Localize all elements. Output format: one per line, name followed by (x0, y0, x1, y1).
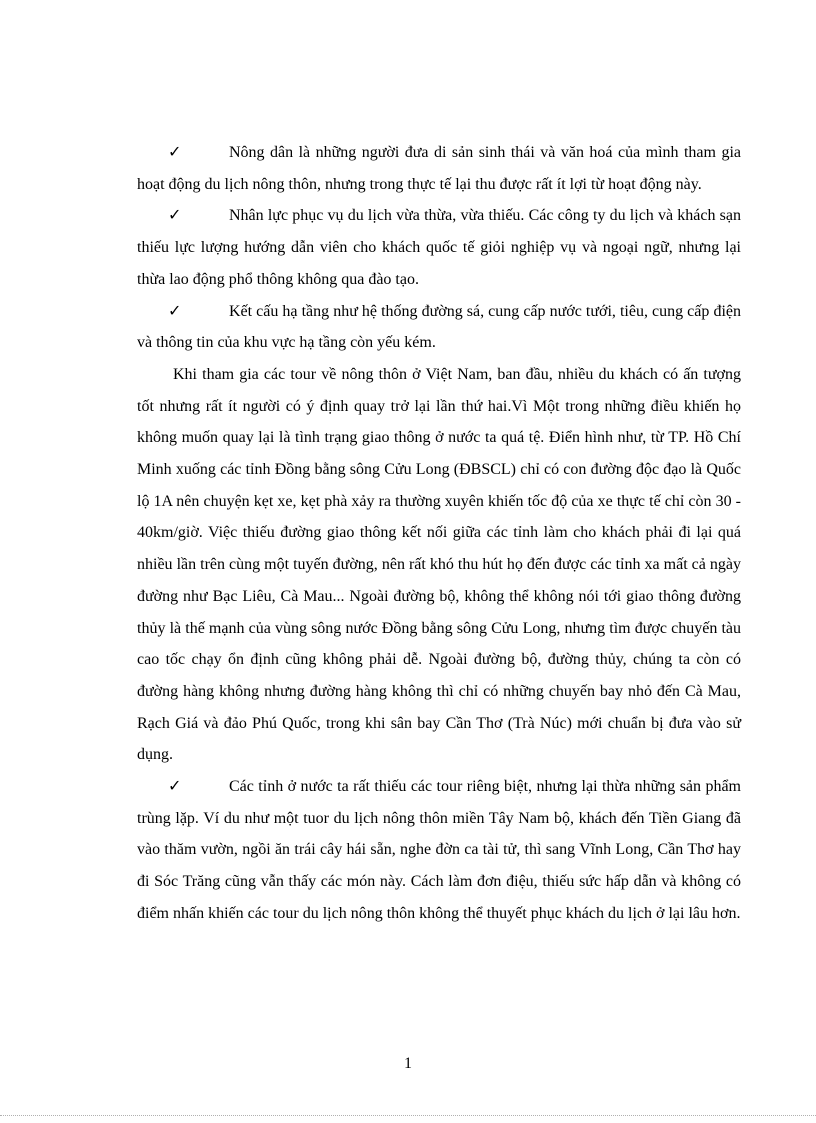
checkmark-icon: ✓ (168, 144, 182, 161)
page-bottom-divider (0, 1115, 816, 1116)
body-paragraph: Khi tham gia các tour về nông thôn ở Việt Nam, ban đầu, nhiều du khách có ấn tượng tốt nhưng rất ít người có ý định quay trở lại lần thứ hai.Vì Một trong những điều khiến họ không muốn quay lại là tình trạng giao thông ở nước ta quá tệ. Điển hình như, từ TP. Hồ Chí Minh xuống các tỉnh Đồng bằng sông Cửu Long (ĐBSCL) chỉ có con đường độc đạo là Quốc lộ 1A nên chuyện kẹt xe, kẹt phà xảy ra thường xuyên khiến tốc độ của xe thực tế chỉ còn 30 - 40km/giờ. Việc thiếu đường giao thông kết nối giữa các tỉnh làm cho khách phải đi lại quá nhiều lần trên cùng một tuyến đường, nên rất khó thu hút họ đến được các tỉnh xa mất cả ngày đường như Bạc Liêu, Cà Mau... Ngoài đường bộ, không thể không nói tới giao thông đường thủy là thế mạnh của vùng sông nước Đồng bằng sông Cửu Long, nhưng tìm được chuyến tàu cao tốc chạy ổn định cũng không phải dễ. Ngoài đường bộ, đường thủy, chúng ta còn có đường hàng không nhưng đường hàng không thì chỉ có những chuyến bay nhỏ đến Cà Mau, Rạch Giá và đảo Phú Quốc, trong khi sân bay Cần Thơ (Trà Núc) mới chuẩn bị đưa vào sử dụng. (137, 365, 741, 764)
paragraph-text: Nông dân là những người đưa di sản sinh thái và văn hoá của mình tham gia hoạt động du lịch nông thôn, nhưng trong thực tế lại thu được rất ít lợi từ hoạt động này. (137, 144, 741, 193)
bullet-paragraph-2 (137, 200, 741, 295)
checkmark-icon: ✓ (168, 207, 182, 225)
paragraph-text: Kết cấu hạ tầng như hệ thống đường sá, cung cấp nước tưới, tiêu, cung cấp điện và thông tin của khu vực hạ tầng còn yếu kém. (137, 302, 741, 352)
paragraph-text: Nhân lực phục vụ du lịch vừa thừa, vừa thiếu. Các công ty du lịch và khách sạn thiếu lực lượng hướng dẫn viên cho khách quốc tế giỏi nghiệp vụ và ngoại ngữ, nhưng lại thừa lao động phổ thông không qua đào tạo. (137, 207, 741, 288)
checkmark-icon: ✓ (168, 302, 182, 320)
page-number: 1 (404, 1055, 412, 1072)
paragraph-text: Các tỉnh ở nước ta rất thiếu các tour riêng biệt, nhưng lại thừa những sản phẩm trùng lặp. Ví du như một tuor du lịch nông thôn miền Tây Nam bộ, khách đến Tiền Giang đã vào thăm vườn, ngồi ăn trái cây hái sẵn, nghe đờn ca tài tử, thì sang Vĩnh Long, Cần Thơ hay đi Sóc Trăng cũng vẫn thấy các món này. Cách làm đơn điệu, thiếu sức hấp dẫn và không có điểm nhấn khiến các tour du lịch nông thôn không thể thuyết phục khách du lịch ở lại lâu hơn. (137, 778, 741, 922)
bullet-paragraph-1 (137, 137, 741, 200)
checkmark-icon: ✓ (168, 778, 182, 796)
page-body (137, 137, 741, 930)
bullet-paragraph-3 (137, 296, 741, 359)
bullet-paragraph-4 (137, 771, 741, 930)
